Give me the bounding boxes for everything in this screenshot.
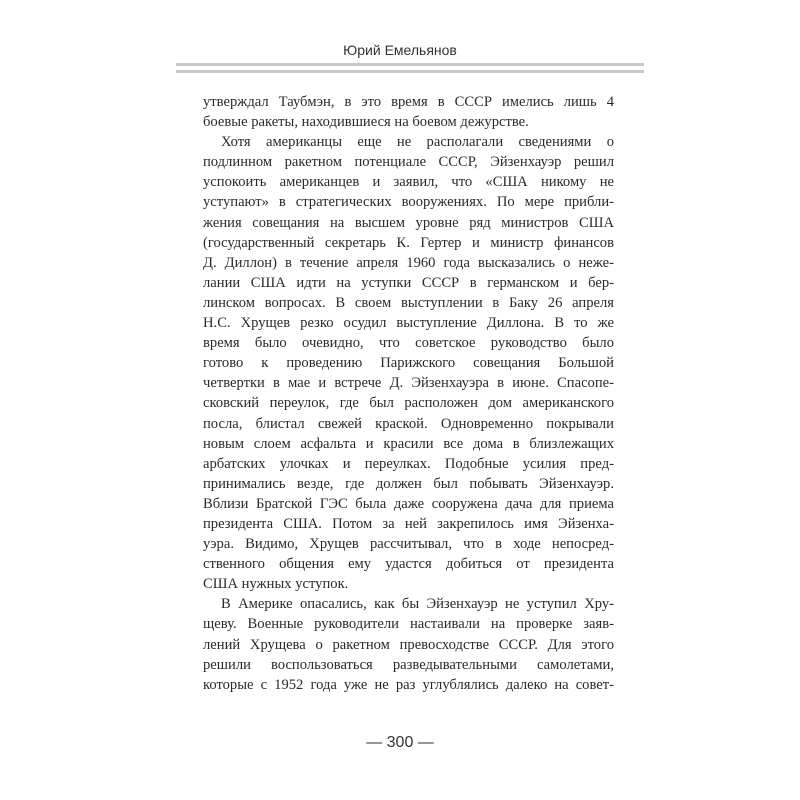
- text-line: Д. Диллон) в течение апреля 1960 года высказались о неже-: [203, 254, 614, 271]
- running-header-author: Юрий Емельянов: [343, 42, 457, 58]
- text-line: Хотя американцы еще не располагали сведениями о: [221, 134, 614, 151]
- text-line: Н.С. Хрущев резко осудил выступление Диллона. В то же: [203, 315, 614, 332]
- text-line: посла, блистал свежей краской. Одновременно покрывали: [203, 415, 614, 432]
- text-line: готово к проведению Парижского совещания Большой: [203, 355, 614, 372]
- text-line: боевые ракеты, находившиеся на боевом дежурстве.: [203, 114, 529, 131]
- text-line: ственного общения ему удастся добиться от президента: [203, 556, 614, 573]
- text-line: уступают» в стратегических вооружениях. По мере прибли-: [203, 194, 614, 211]
- text-line: линском вопросах. В своем выступлении в Баку 26 апреля: [203, 294, 614, 311]
- header-rule-top: [176, 63, 644, 66]
- text-line: В Америке опасались, как бы Эйзенхауэр не уступил Хру-: [221, 596, 614, 613]
- text-line: Вблизи Братской ГЭС была даже сооружена дача для приема: [203, 495, 614, 512]
- text-line: успокоить американцев и заявил, что «США никому не: [203, 174, 614, 191]
- text-line: принимались везде, где должен был побывать Эйзенхауэр.: [203, 475, 614, 492]
- text-line: сковский переулок, где был расположен дом американского: [203, 395, 614, 412]
- text-line: (государственный секретарь К. Гертер и министр финансов: [203, 234, 614, 251]
- text-line: решили воспользоваться разведывательными самолетами,: [203, 656, 614, 673]
- text-line: уэра. Видимо, Хрущев рассчитывал, что в ходе непосред-: [203, 536, 614, 553]
- text-line: США нужных уступок.: [203, 576, 349, 593]
- body-text: [203, 92, 614, 695]
- text-line: щеву. Военные руководители настаивали на проверке заяв-: [203, 616, 614, 633]
- text-line: жения совещания на высшем уровне ряд министров США: [203, 214, 614, 231]
- text-line: которые с 1952 года уже не раз углублялись далеко на совет-: [203, 676, 614, 693]
- text-line: лений Хрущева о ракетном превосходстве СССР. Для этого: [203, 636, 614, 653]
- text-line: четвертки в мае и встрече Д. Эйзенхауэра в июне. Спасопе-: [203, 375, 614, 392]
- text-line: президента США. Потом за ней закрепилось имя Эйзенха-: [203, 515, 614, 532]
- text-line: арбатских улочках и переулках. Подобные усилия пред-: [203, 455, 614, 472]
- text-line: подлинном ракетном потенциале СССР, Эйзенхауэр решил: [203, 154, 614, 171]
- text-line: лании США идти на уступки СССР в германском и бер-: [203, 274, 614, 291]
- page-number: — 300 —: [366, 734, 434, 751]
- text-line: время было очевидно, что советское руководство было: [203, 335, 614, 352]
- text-line: новым слоем асфальта и красили все дома в близлежащих: [203, 435, 614, 452]
- text-line: утверждал Таубмэн, в это время в СССР имелись лишь 4: [203, 94, 614, 110]
- header-rule-bottom: [176, 70, 644, 73]
